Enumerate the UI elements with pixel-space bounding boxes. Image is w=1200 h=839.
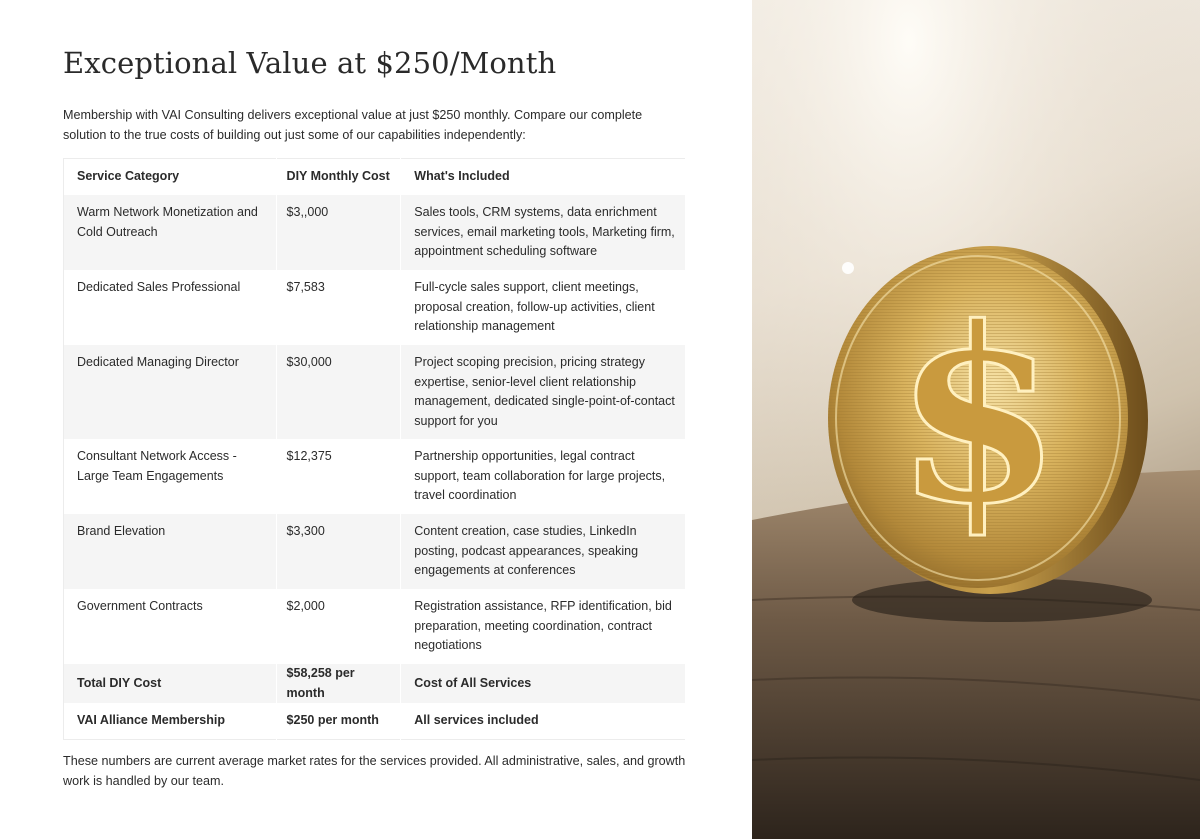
total-label: Total DIY Cost: [64, 664, 277, 703]
row-category: Dedicated Managing Director: [64, 345, 277, 439]
gold-coin-photo: [752, 0, 1200, 839]
membership-row: [64, 703, 686, 740]
row-category: Consultant Network Access - Large Team Engagements: [64, 439, 277, 514]
row-category: Warm Network Monetization and Cold Outreach: [64, 195, 277, 270]
total-row: [64, 664, 686, 703]
table-row: [64, 439, 686, 514]
footnote-paragraph: These numbers are current average market rates for the services provided. All administrative, sales, and growth work is handled by our team.: [63, 754, 686, 788]
intro-paragraph: Membership with VAI Consulting delivers exceptional value at just $250 monthly. Compare our complete solution to the true costs of building out just some of our capabilities independently:: [63, 108, 643, 142]
table-row: [64, 270, 686, 345]
row-included: Full-cycle sales support, client meetings, proposal creation, follow-up activities, client relationship management: [401, 270, 686, 345]
row-category: Government Contracts: [64, 589, 277, 664]
total-cost: $58,258 per month: [276, 664, 401, 703]
row-included: Content creation, case studies, LinkedIn posting, podcast appearances, speaking engagements at conferences: [401, 514, 686, 589]
row-included: Registration assistance, RFP identification, bid preparation, meeting coordination, contract negotiations: [401, 589, 686, 664]
svg-text:$: $: [894, 275, 1062, 557]
row-cost: $3,,000: [276, 195, 401, 270]
row-included: Partnership opportunities, legal contract support, team collaboration for large projects, travel coordination: [401, 439, 686, 514]
membership-included: All services included: [401, 703, 686, 740]
row-included: Sales tools, CRM systems, data enrichment services, email marketing tools, Marketing firm, appointment scheduling software: [401, 195, 686, 270]
membership-label: VAI Alliance Membership: [64, 703, 277, 740]
row-category: Brand Elevation: [64, 514, 277, 589]
membership-cost: $250 per month: [276, 703, 401, 740]
table-row: [64, 345, 686, 439]
header-diy-monthly-cost: DIY Monthly Cost: [276, 159, 401, 196]
header-service-category: Service Category: [64, 159, 277, 196]
total-included: Cost of All Services: [401, 664, 686, 703]
row-included: Project scoping precision, pricing strategy expertise, senior-level client relationship management, dedicated single-point-of-contact support for you: [401, 345, 686, 439]
row-cost: $30,000: [276, 345, 401, 439]
table-row: [64, 514, 686, 589]
row-cost: $7,583: [276, 270, 401, 345]
table-header-row: [64, 159, 686, 196]
gold-dollar-coin-icon: [752, 0, 1200, 839]
row-cost: $12,375: [276, 439, 401, 514]
row-cost: $2,000: [276, 589, 401, 664]
comparison-table: [63, 158, 686, 740]
page-title: Exceptional Value at $250/Month: [63, 46, 557, 80]
header-whats-included: What's Included: [401, 159, 686, 196]
row-cost: $3,300: [276, 514, 401, 589]
table-row: [64, 589, 686, 664]
table-row: [64, 195, 686, 270]
row-category: Dedicated Sales Professional: [64, 270, 277, 345]
